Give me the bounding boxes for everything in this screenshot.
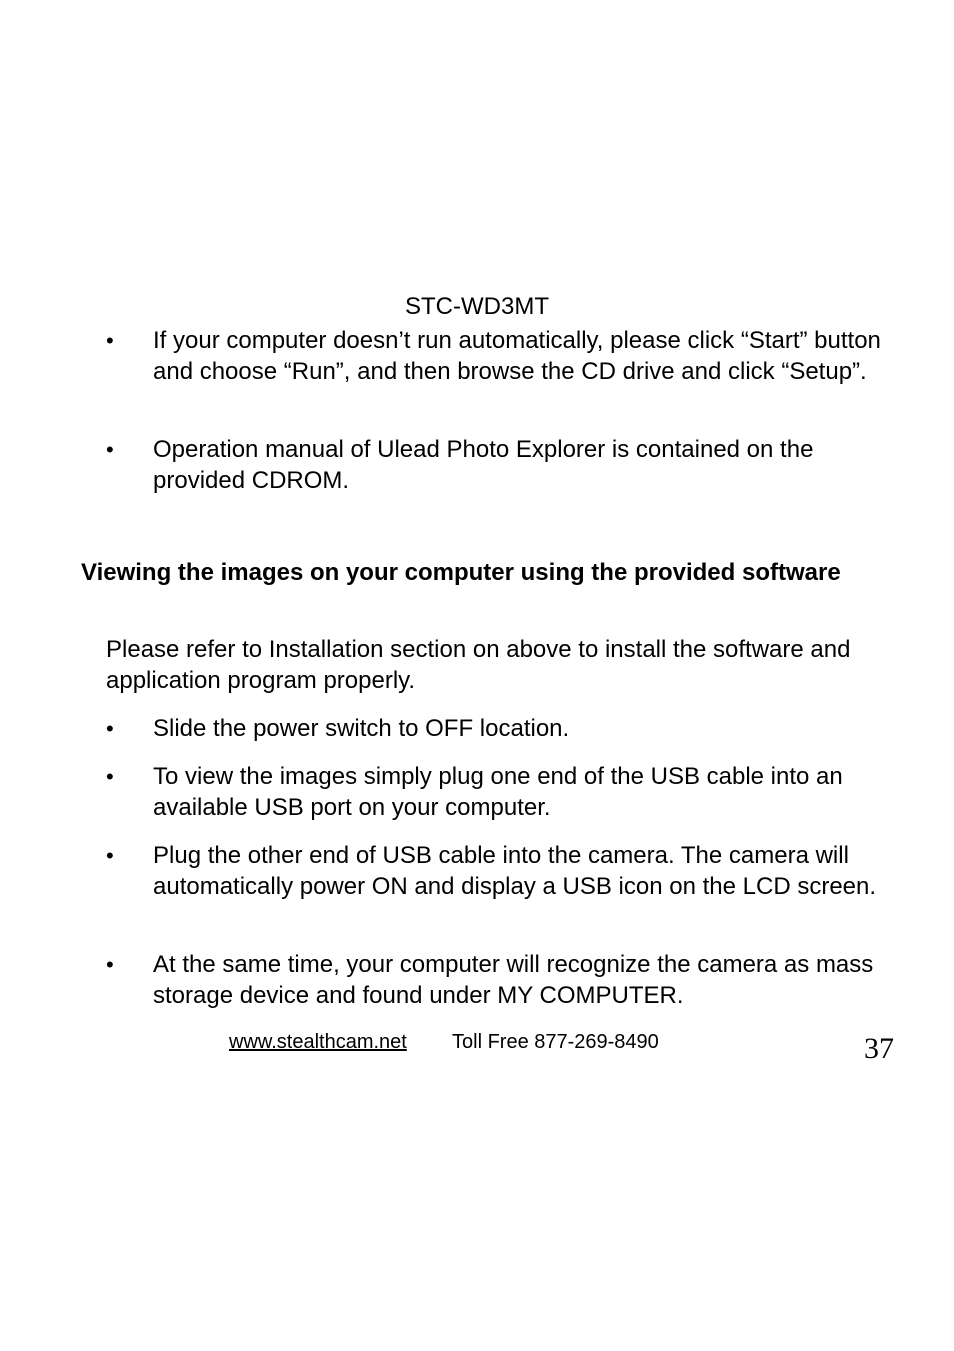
website-link[interactable]: www.stealthcam.net	[229, 1031, 407, 1053]
model-name: STC-WD3MT	[405, 293, 549, 320]
page-number: 37	[864, 1032, 894, 1065]
bullet-icon: •	[106, 716, 114, 741]
section-heading: Viewing the images on your computer using the provided software	[81, 559, 841, 586]
bullet-icon: •	[106, 843, 114, 868]
list-item: To view the images simply plug one end of the USB cable into an available USB port on your computer.	[153, 763, 843, 821]
section-intro: Please refer to Installation section on above to install the software and application program properly.	[106, 636, 851, 694]
bullet-icon: •	[106, 328, 114, 353]
list-item: If your computer doesn’t run automatically, please click “Start” button and choose “Run”, and then browse the CD drive and click “Setup”.	[153, 327, 881, 385]
list-item: At the same time, your computer will recognize the camera as mass storage device and found under MY COMPUTER.	[153, 951, 874, 1009]
list-item: Operation manual of Ulead Photo Explorer is contained on the provided CDROM.	[153, 436, 814, 494]
list-item: Plug the other end of USB cable into the camera. The camera will automatically power ON and display a USB icon on the LCD screen.	[153, 842, 877, 900]
bullet-icon: •	[106, 764, 114, 789]
toll-free-number: Toll Free 877-269-8490	[452, 1031, 659, 1053]
list-item: Slide the power switch to OFF location.	[153, 715, 570, 742]
bullet-icon: •	[106, 437, 114, 462]
bullet-icon: •	[106, 952, 114, 977]
